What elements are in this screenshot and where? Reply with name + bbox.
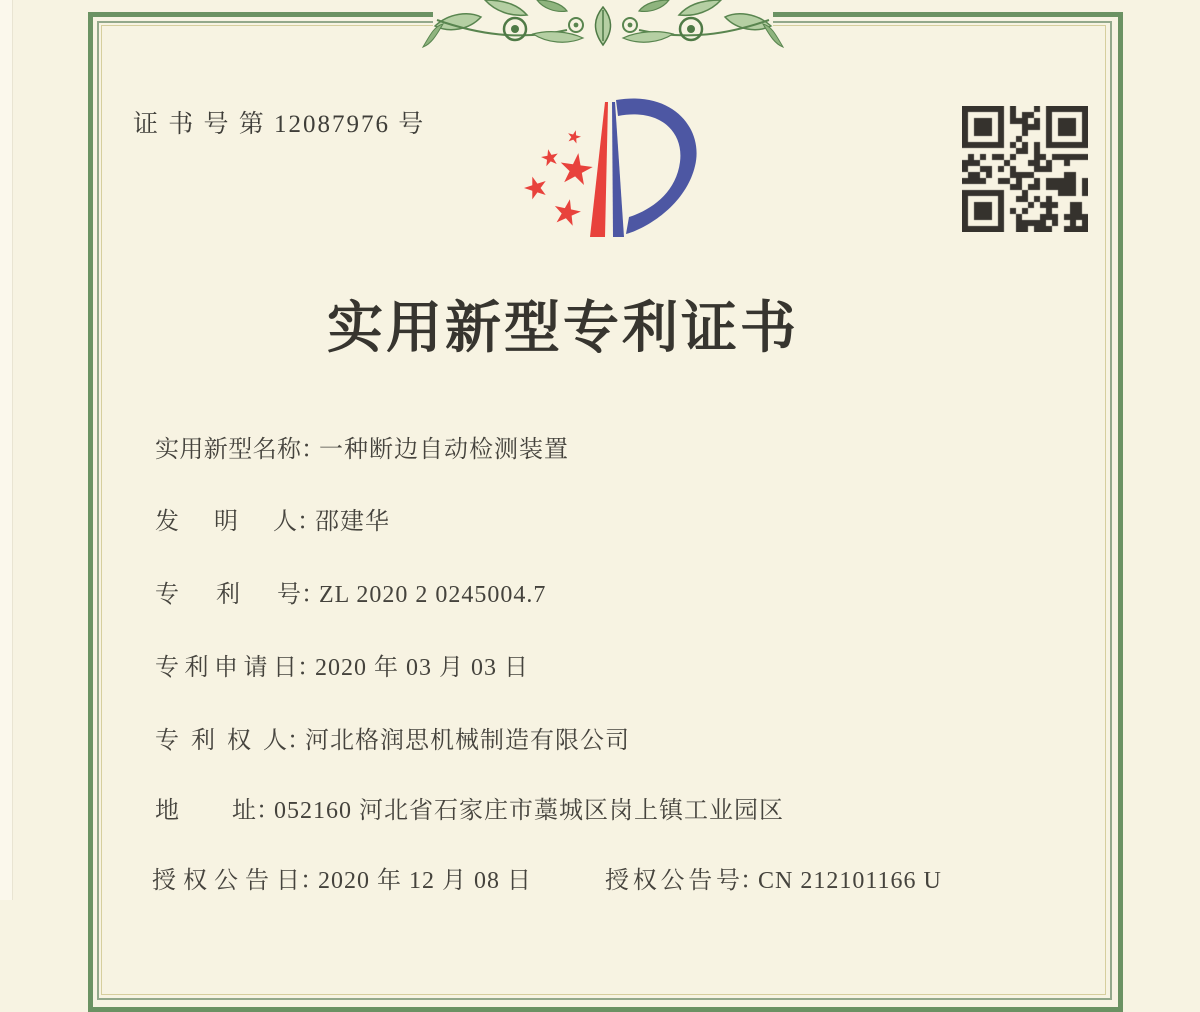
field-label: 实用新型名称 <box>155 437 301 463</box>
cnipa-patent-logo-icon <box>524 94 702 242</box>
logo-blue-bowl <box>616 98 697 234</box>
field-label: 专利权人 <box>155 728 287 754</box>
logo-stars <box>524 129 594 227</box>
scan-paper-edge <box>0 0 13 900</box>
field-colon: ： <box>297 509 321 535</box>
field-value: CN 212101166 U <box>758 868 942 894</box>
field-value: 2020 年 12 月 08 日 <box>318 868 532 894</box>
field-colon: ： <box>300 868 324 894</box>
field-row-utility-model-name <box>155 434 569 466</box>
field-label: 地址 <box>155 798 256 824</box>
field-colon: ： <box>287 728 311 754</box>
field-colon: ： <box>301 437 325 463</box>
field-value: 河北格润思机械制造有限公司 <box>305 728 630 754</box>
field-row-patentee <box>155 725 630 757</box>
field-label: 授权公告日 <box>152 868 300 894</box>
field-value: 2020 年 03 月 03 日 <box>315 655 529 681</box>
certificate-title: 实用新型专利证书 <box>327 298 799 360</box>
field-colon: ： <box>740 868 764 894</box>
field-row-inventor <box>155 506 390 538</box>
field-row-grant-date <box>152 865 532 897</box>
field-label: 专利申请日 <box>155 655 297 681</box>
field-colon: ： <box>297 655 321 681</box>
logo-blue-stem <box>612 102 624 237</box>
field-value: 邵建华 <box>315 509 390 535</box>
field-label: 发明人 <box>155 509 297 535</box>
field-colon: ： <box>301 582 325 608</box>
floral-ornament-icon <box>415 0 791 56</box>
field-colon: ： <box>256 798 280 824</box>
field-row-address <box>155 795 784 827</box>
field-row-grant-number <box>605 865 942 897</box>
field-value: 052160 河北省石家庄市藁城区岗上镇工业园区 <box>274 798 784 824</box>
field-value: 一种断边自动检测装置 <box>319 437 569 463</box>
certificate-number: 证 书 号 第 12087976 号 <box>133 111 426 138</box>
field-row-patent-number <box>155 579 546 611</box>
logo-red-wedge <box>590 102 608 237</box>
qr-code <box>962 106 1088 232</box>
field-row-filing-date <box>155 652 529 684</box>
field-label: 授权公告号 <box>605 868 740 894</box>
field-value: ZL 2020 2 0245004.7 <box>319 582 547 608</box>
field-label: 专利号 <box>155 582 301 608</box>
